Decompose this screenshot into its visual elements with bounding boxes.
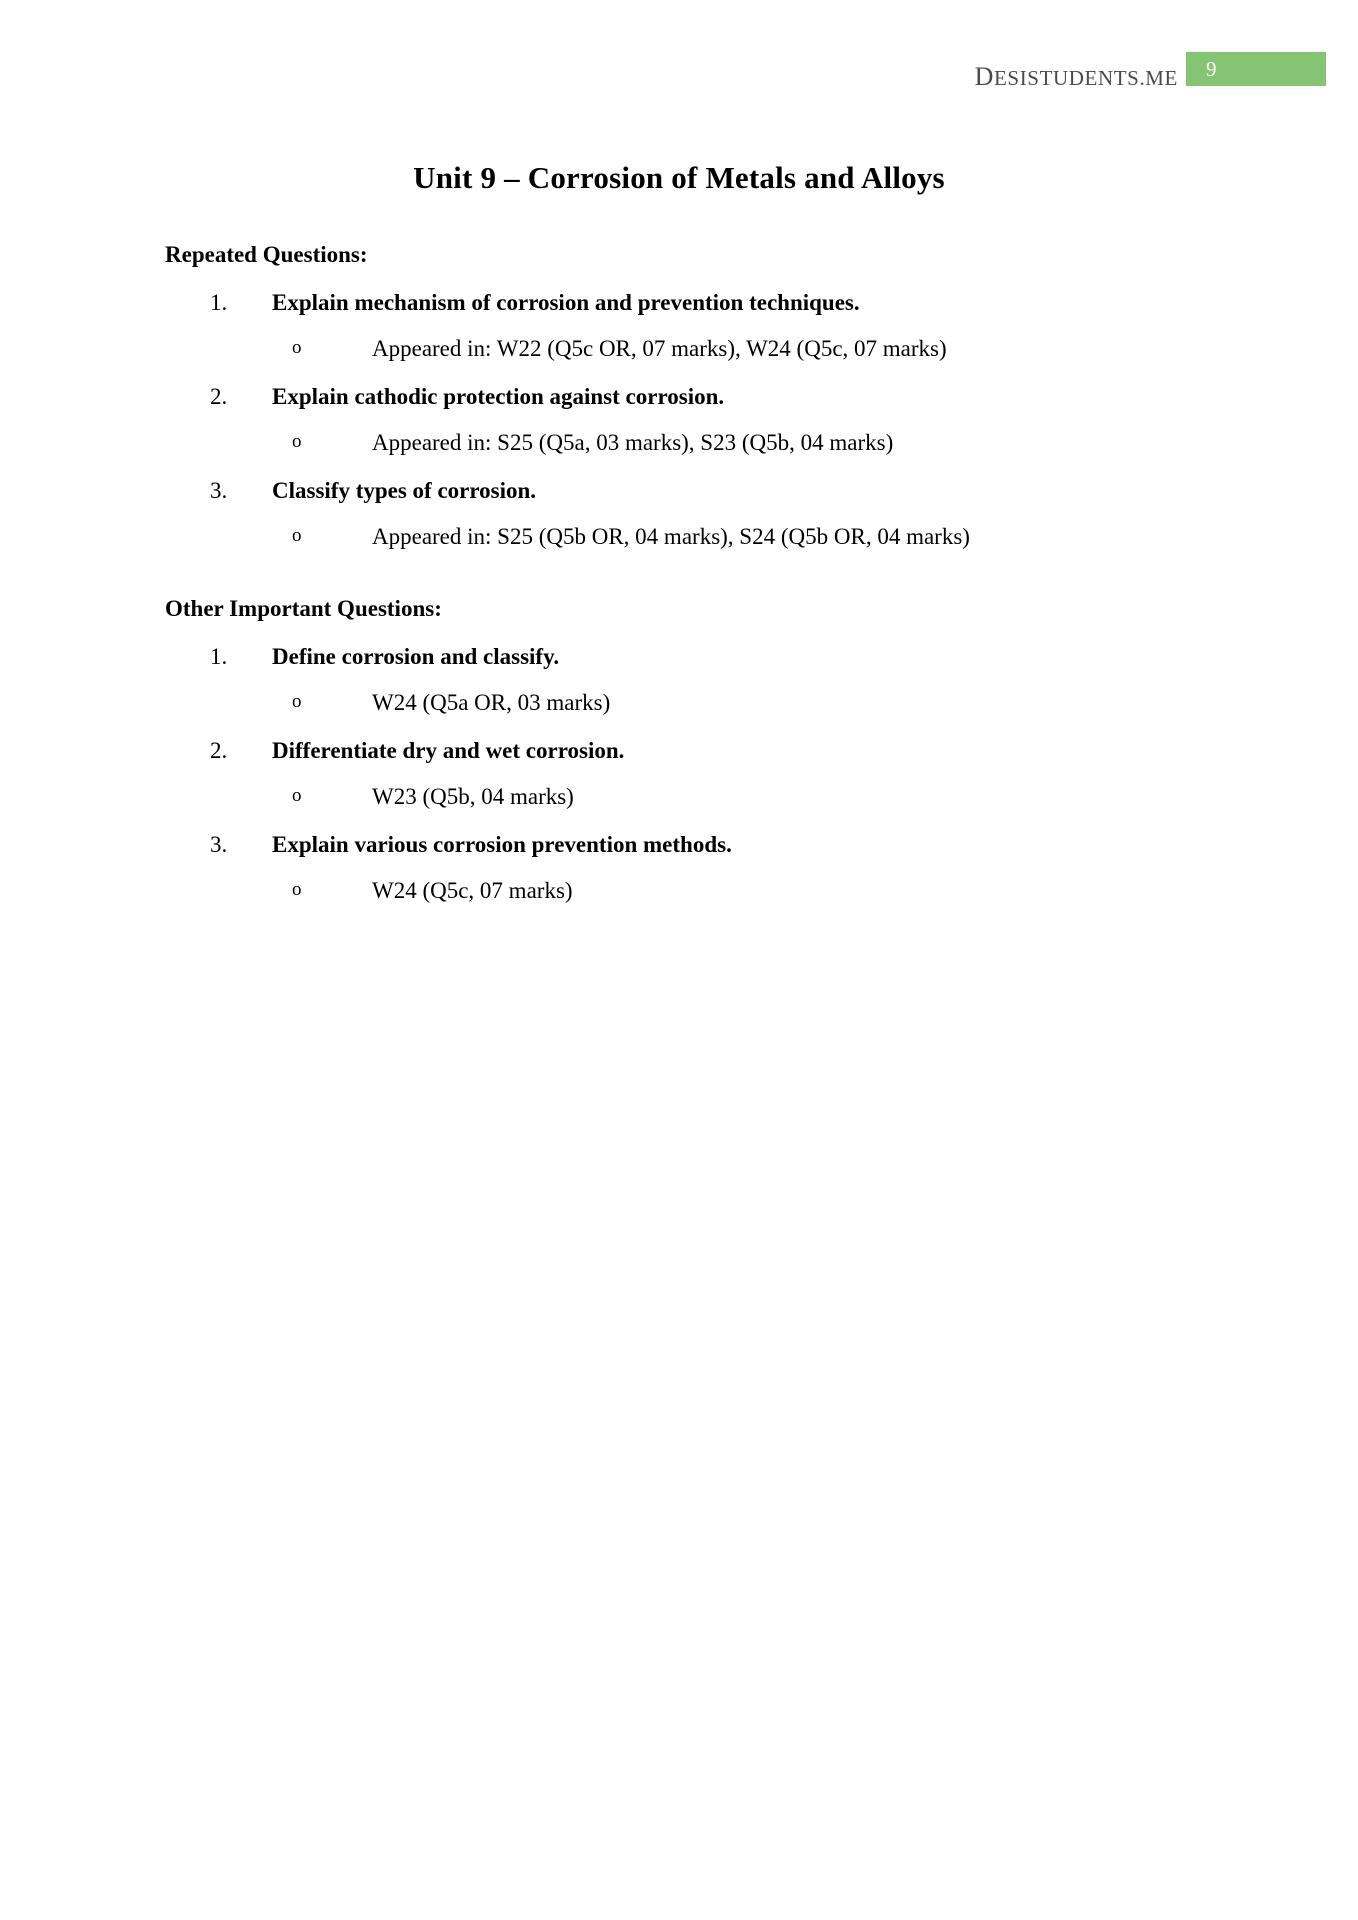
document-body [0,0,1358,908]
section-heading-other: Other Important Questions: [165,596,442,621]
watermark-initial: D [974,62,994,91]
item-number: 2. [210,738,228,763]
question-list-repeated [160,290,1198,550]
question-text: Explain mechanism of corrosion and prevention techniques. [272,290,860,315]
list-item [160,478,1198,550]
circle-bullet-icon: o [292,337,302,358]
circle-bullet-icon: o [292,785,302,806]
section-heading-repeated: Repeated Questions: [165,242,368,267]
sub-list-item [272,524,1198,550]
list-item [160,384,1198,456]
sub-list-item [272,878,1198,904]
question-text: Classify types of corrosion. [272,478,537,503]
question-text: Define corrosion and classify. [272,644,560,669]
appearance-detail: W24 (Q5c, 07 marks) [372,878,573,903]
sub-list-item [272,336,1198,362]
appearance-detail: W24 (Q5a OR, 03 marks) [372,690,611,715]
page-title: Unit 9 – Corrosion of Metals and Alloys [413,160,945,195]
sub-list-item [272,784,1198,810]
appearance-detail: W23 (Q5b, 04 marks) [372,784,574,809]
circle-bullet-icon: o [292,691,302,712]
watermark-text: ESISTUDENTS.ME [994,66,1178,90]
question-text: Differentiate dry and wet corrosion. [272,738,625,763]
sub-list-item [272,430,1198,456]
list-item [160,832,1198,904]
appearance-detail: Appeared in: S25 (Q5a, 03 marks), S23 (Q5b, 04 marks) [372,430,894,455]
question-list-other [160,644,1198,904]
item-number: 2. [210,384,228,409]
appearance-detail: Appeared in: S25 (Q5b OR, 04 marks), S24 (Q5b OR, 04 marks) [372,524,970,549]
item-number: 3. [210,478,228,503]
circle-bullet-icon: o [292,431,302,452]
item-number: 1. [210,644,228,669]
question-text: Explain various corrosion prevention methods. [272,832,732,857]
list-item [160,644,1198,716]
list-item [160,738,1198,810]
appearance-detail: Appeared in: W22 (Q5c OR, 07 marks), W24 (Q5c, 07 marks) [372,336,947,361]
list-item [160,290,1198,362]
sub-list-item [272,690,1198,716]
circle-bullet-icon: o [292,879,302,900]
circle-bullet-icon: o [292,525,302,546]
item-number: 1. [210,290,228,315]
page-number: 9 [1206,57,1217,81]
question-text: Explain cathodic protection against corrosion. [272,384,725,409]
item-number: 3. [210,832,228,857]
